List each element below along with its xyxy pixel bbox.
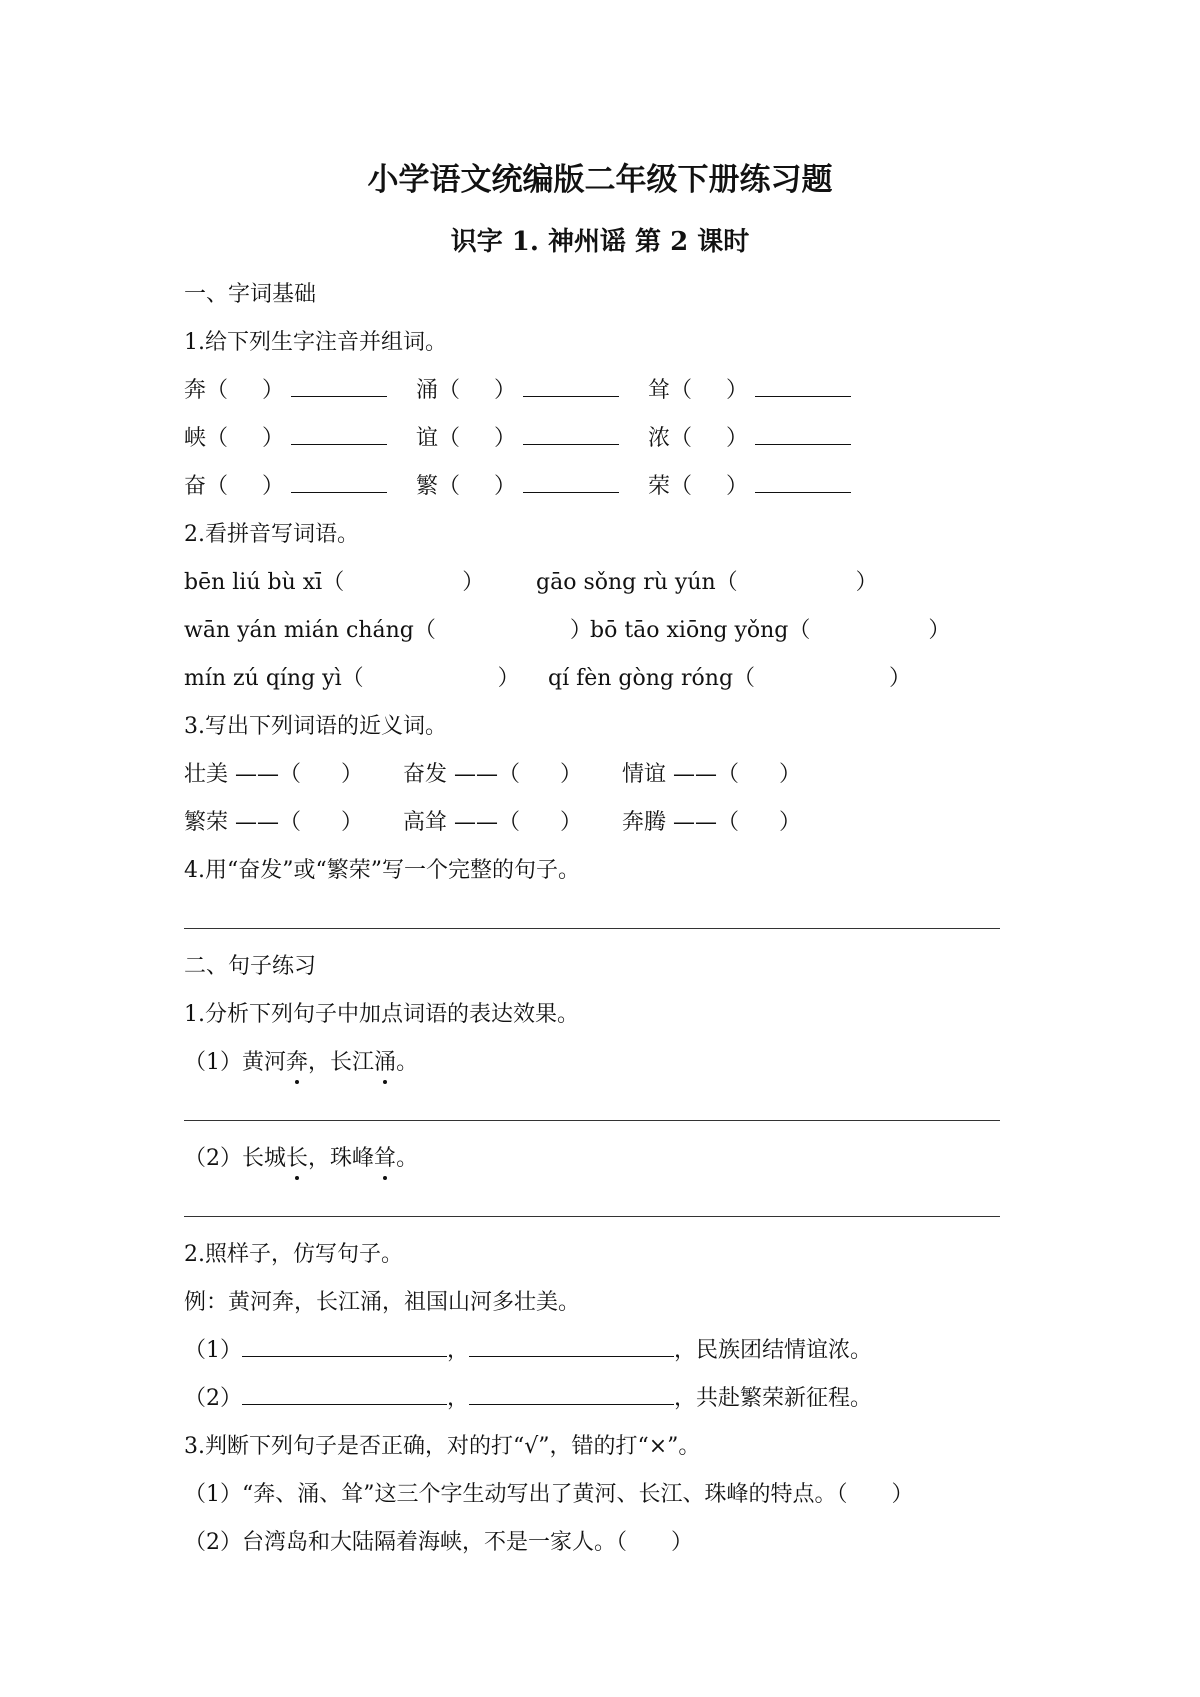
imitate-blank[interactable] — [242, 1384, 447, 1405]
emphasis-dot-word: 奔 — [286, 1048, 308, 1078]
char-label: 奋（ — [184, 474, 229, 499]
char-label: 涌（ — [416, 378, 461, 403]
char-label: 繁（ — [416, 474, 461, 499]
q1-row-3: 奋（ ） 繁（ ） 荣（ ） — [184, 472, 1000, 502]
pinyin-item[interactable]: bō tāo xiōng yǒng（ ） — [590, 618, 951, 643]
char-label: 荣（ — [648, 474, 693, 499]
char-label: 奔（ — [184, 378, 229, 403]
imitate-blank[interactable] — [242, 1336, 447, 1357]
imitate-item-1: （1） ， ，民族团结情谊浓。 — [184, 1338, 873, 1363]
synonym-item[interactable]: 情谊 ——（ ） — [622, 762, 802, 787]
section-1-heading: 一、字词基础 — [184, 282, 317, 307]
char-label: 峡（ — [184, 426, 229, 451]
char-label: 浓（ — [648, 426, 693, 451]
q2-row-2 — [184, 616, 1000, 646]
q1-prompt: 1.给下列生字注音并组词。 — [184, 330, 447, 355]
s2-q2-prompt: 2.照样子，仿写句子。 — [184, 1242, 403, 1267]
pinyin-item[interactable]: wān yán mián cháng（ ） — [184, 618, 592, 643]
synonym-item[interactable]: 奔腾 ——（ ） — [622, 810, 802, 835]
judge-item[interactable]: （2）台湾岛和大陆隔着海峡，不是一家人。（ ） — [184, 1530, 693, 1555]
q2-row-3 — [184, 664, 1000, 694]
char-label: 谊（ — [416, 426, 461, 451]
word-blank[interactable] — [755, 376, 851, 397]
sentence-2: （2）长城长，珠峰耸。 — [184, 1144, 418, 1174]
word-blank[interactable] — [523, 424, 619, 445]
q2-row-1 — [184, 568, 1000, 598]
word-blank[interactable] — [523, 472, 619, 493]
q3-prompt: 3.写出下列词语的近义词。 — [184, 714, 447, 739]
q4-prompt: 4.用“奋发”或“繁荣”写一个完整的句子。 — [184, 858, 580, 883]
synonym-item[interactable]: 繁荣 ——（ ） — [184, 810, 364, 835]
lesson-subtitle: 识字 1. 神州谣 第 2 课时 — [450, 227, 750, 257]
answer-line[interactable] — [184, 928, 1000, 929]
emphasis-dot-word: 涌 — [374, 1048, 396, 1078]
pinyin-item[interactable]: bēn liú bù xī（ ） — [184, 570, 485, 595]
s2-q1-prompt: 1.分析下列句子中加点词语的表达效果。 — [184, 1002, 579, 1027]
imitate-blank[interactable] — [469, 1336, 674, 1357]
word-blank[interactable] — [291, 472, 387, 493]
q3-row-2 — [184, 808, 1000, 838]
emphasis-dot-word: 耸 — [374, 1144, 396, 1174]
word-blank[interactable] — [755, 424, 851, 445]
answer-line[interactable] — [184, 1216, 1000, 1217]
word-blank[interactable] — [523, 376, 619, 397]
q1-row-1: 奔（ ） 涌（ ） 耸（ ） — [184, 376, 1000, 406]
answer-line[interactable] — [184, 1120, 1000, 1121]
word-blank[interactable] — [291, 424, 387, 445]
char-label: 耸（ — [648, 378, 693, 403]
judge-item[interactable]: （1）“奔、涌、耸”这三个字生动写出了黄河、长江、珠峰的特点。（ ） — [184, 1482, 914, 1507]
word-blank[interactable] — [755, 472, 851, 493]
imitate-blank[interactable] — [469, 1384, 674, 1405]
section-2-heading: 二、句子练习 — [184, 954, 317, 979]
pinyin-item[interactable]: mín zú qíng yì（ ） — [184, 666, 520, 691]
worksheet-title: 小学语文统编版二年级下册练习题 — [367, 162, 833, 198]
emphasis-dot-word: 长 — [286, 1144, 308, 1174]
s2-q3-prompt: 3.判断下列句子是否正确，对的打“√”，错的打“×”。 — [184, 1434, 701, 1459]
pinyin-item[interactable]: gāo sǒng rù yún（ ） — [536, 570, 878, 595]
word-blank[interactable] — [291, 376, 387, 397]
synonym-item[interactable]: 高耸 ——（ ） — [403, 810, 583, 835]
synonym-item[interactable]: 壮美 ——（ ） — [184, 762, 364, 787]
q2-prompt: 2.看拼音写词语。 — [184, 522, 359, 547]
sentence-1: （1）黄河奔，长江涌。 — [184, 1048, 418, 1078]
pinyin-item[interactable]: qí fèn gòng róng（ ） — [548, 666, 912, 691]
example-sentence: 例：黄河奔，长江涌，祖国山河多壮美。 — [184, 1290, 581, 1315]
q3-row-1 — [184, 760, 1000, 790]
q1-row-2: 峡（ ） 谊（ ） 浓（ ） — [184, 424, 1000, 454]
imitate-item-2: （2） ， ，共赴繁荣新征程。 — [184, 1386, 873, 1411]
synonym-item[interactable]: 奋发 ——（ ） — [403, 762, 583, 787]
